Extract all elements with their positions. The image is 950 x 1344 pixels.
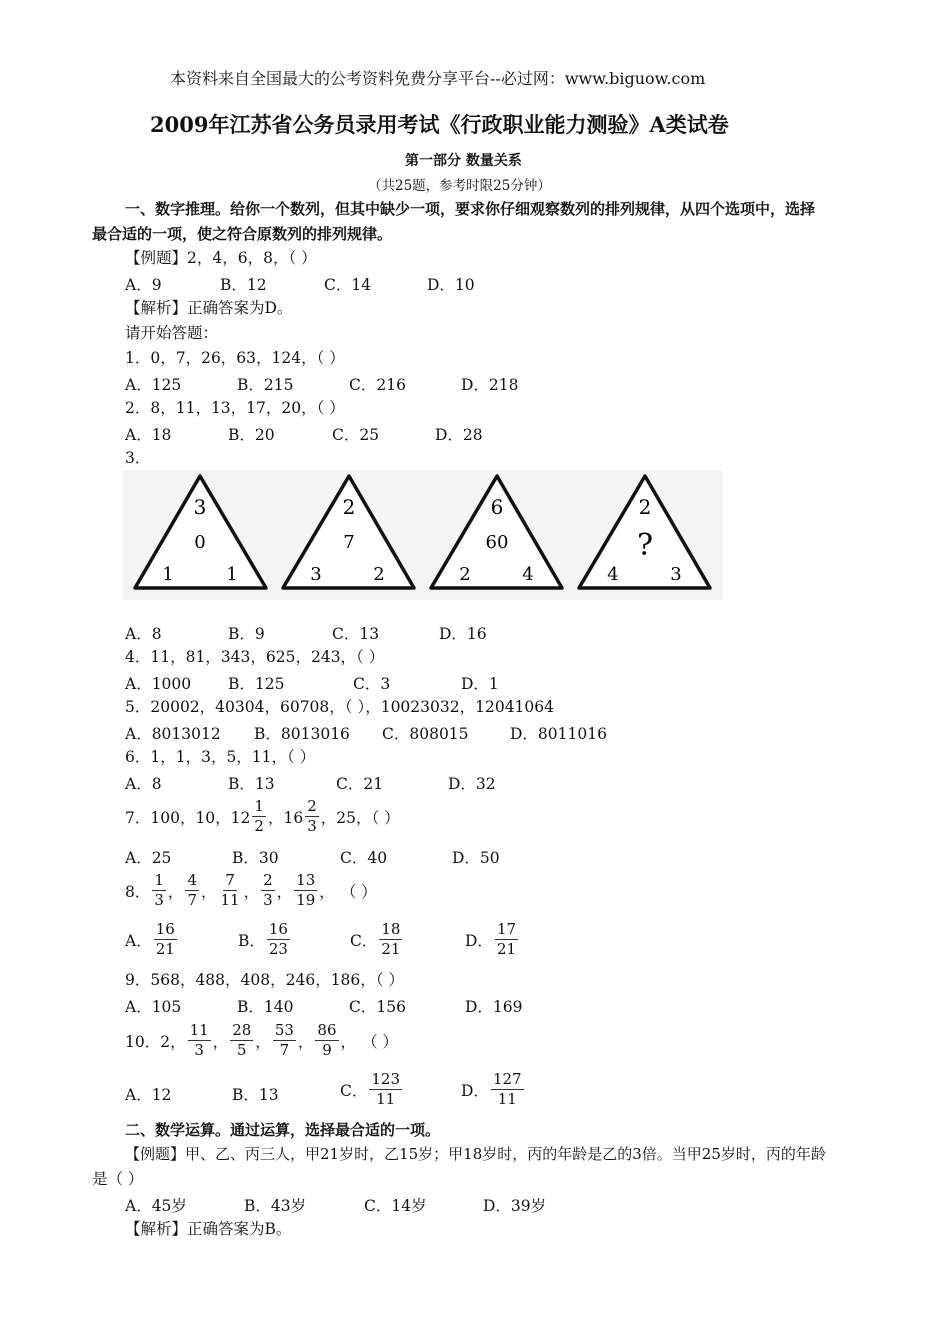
numerator: 18 bbox=[381, 920, 401, 938]
triangle-4-right: 3 bbox=[670, 564, 682, 585]
option-b: B．12 bbox=[220, 276, 267, 294]
triangle-2-left: 3 bbox=[310, 564, 322, 585]
fraction bbox=[185, 872, 199, 909]
fraction bbox=[495, 921, 518, 958]
numerator: 28 bbox=[232, 1021, 252, 1039]
page-title: 2009年江苏省公务员录用考试《行政职业能力测验》A类试卷 bbox=[150, 112, 729, 137]
option-b: B．125 bbox=[228, 675, 285, 693]
fraction bbox=[491, 1071, 524, 1108]
fraction bbox=[252, 798, 266, 835]
option-d: D．8011016 bbox=[510, 725, 607, 743]
numerator: 13 bbox=[296, 871, 316, 889]
question-10 bbox=[125, 1022, 398, 1059]
fraction bbox=[152, 872, 166, 909]
question-2: 2．8，11，13，17，20，（ ） bbox=[125, 399, 345, 417]
option-a: A．1000 bbox=[125, 675, 192, 693]
option-c bbox=[350, 921, 404, 958]
option-b: B．30 bbox=[232, 849, 279, 867]
section2-analysis: 【解析】正确答案为B。 bbox=[125, 1220, 292, 1238]
option-c: C．13 bbox=[332, 625, 380, 643]
separator: ， bbox=[243, 882, 260, 901]
part-heading: 第一部分 数量关系 bbox=[405, 153, 522, 169]
q8-suffix: （ ） bbox=[340, 882, 377, 901]
triangle-2-top: 2 bbox=[342, 495, 356, 519]
denominator: 7 bbox=[187, 891, 197, 909]
option-d: D．16 bbox=[439, 625, 487, 643]
q7-prefix: 7．100，10，12 bbox=[125, 808, 251, 827]
option-d bbox=[465, 921, 520, 958]
fraction bbox=[154, 921, 177, 958]
section2-example: 【例题】甲、乙、丙三人，甲21岁时，乙15岁；甲18岁时，丙的年龄是乙的3倍。当甲25岁时，丙的年龄 bbox=[125, 1145, 826, 1163]
option-a: A．105 bbox=[125, 998, 182, 1016]
question-6: 6．1，1，3，5，11，（ ） bbox=[125, 748, 316, 766]
option-d bbox=[461, 1071, 526, 1108]
start-prompt: 请开始答题： bbox=[125, 324, 219, 342]
option-a: A．45岁 bbox=[125, 1197, 187, 1215]
triangle-figure bbox=[123, 470, 723, 600]
section1-instruction-cont: 最合适的一项，使之符合原数列的排列规律。 bbox=[92, 225, 393, 243]
source-header: 本资料来自全国最大的公考资料免费分享平台--必过网：www.biguow.com bbox=[170, 69, 706, 88]
option-d: D．1 bbox=[461, 675, 499, 693]
question-5: 5．20002，40304，60708，（ ），10023032，12041064 bbox=[125, 698, 554, 716]
option-b: B．43岁 bbox=[244, 1197, 307, 1215]
numerator: 1 bbox=[254, 797, 264, 815]
triangle-4-center: ? bbox=[636, 528, 654, 563]
numerator: 86 bbox=[317, 1021, 337, 1039]
option-a: A．125 bbox=[125, 376, 182, 394]
triangle-1-right: 1 bbox=[226, 564, 238, 585]
separator: ， bbox=[200, 882, 217, 901]
numerator: 17 bbox=[496, 920, 517, 938]
option-c: C．156 bbox=[349, 998, 406, 1016]
option-a bbox=[125, 921, 179, 958]
separator: ， bbox=[297, 1032, 314, 1051]
example-question: 【例题】2，4，6，8，（ ） bbox=[125, 249, 317, 267]
section2-example-cont: 是（ ） bbox=[92, 1170, 144, 1188]
question-7 bbox=[125, 798, 400, 835]
option-b: B．13 bbox=[228, 775, 275, 793]
option-d: D．50 bbox=[452, 849, 500, 867]
separator: ， bbox=[319, 882, 335, 901]
fraction bbox=[188, 1022, 211, 1059]
denominator: 11 bbox=[376, 1090, 396, 1108]
fraction bbox=[219, 872, 242, 909]
denominator: 9 bbox=[322, 1041, 332, 1059]
option-c: C．21 bbox=[336, 775, 384, 793]
section2-instruction: 二、数学运算。通过运算，选择最合适的一项。 bbox=[125, 1121, 441, 1139]
numerator: 123 bbox=[371, 1070, 401, 1088]
q7-mid: ，16 bbox=[267, 808, 304, 827]
fraction bbox=[379, 921, 402, 958]
option-a: A．9 bbox=[125, 276, 162, 294]
triangle-3-left: 2 bbox=[459, 564, 471, 585]
denominator: 23 bbox=[268, 940, 288, 958]
q10-suffix: （ ） bbox=[362, 1032, 398, 1051]
fraction bbox=[267, 921, 290, 958]
option-b: B．20 bbox=[228, 426, 275, 444]
option-a: A．12 bbox=[125, 1086, 172, 1104]
option-c: C．25 bbox=[332, 426, 380, 444]
option-d: D．32 bbox=[448, 775, 496, 793]
section1-instruction: 一、数字推理。给你一个数列，但其中缺少一项，要求你仔细观察数列的排列规律，从四个选项中，选择 bbox=[125, 200, 816, 218]
option-d: D．169 bbox=[465, 998, 523, 1016]
denominator: 3 bbox=[263, 891, 273, 909]
fraction bbox=[305, 798, 319, 835]
question-4: 4．11，81，343，625，243，（ ） bbox=[125, 648, 385, 666]
fraction bbox=[230, 1022, 253, 1059]
denominator: 3 bbox=[154, 891, 164, 909]
denominator: 21 bbox=[381, 940, 401, 958]
separator: ， bbox=[340, 1032, 357, 1051]
triangle-3-center: 60 bbox=[485, 532, 509, 553]
option-label: D． bbox=[465, 931, 493, 950]
option-a: A．18 bbox=[125, 426, 172, 444]
question-1: 1．0，7，26，63，124，（ ） bbox=[125, 349, 345, 367]
triangle-2-right: 2 bbox=[373, 564, 385, 585]
option-d: D．39岁 bbox=[483, 1197, 547, 1215]
denominator: 2 bbox=[254, 817, 264, 835]
option-a: A．8013012 bbox=[125, 725, 221, 743]
numerator: 2 bbox=[307, 797, 317, 815]
option-c: C．808015 bbox=[382, 725, 469, 743]
denominator: 11 bbox=[497, 1090, 517, 1108]
option-a: A．8 bbox=[125, 775, 162, 793]
separator: ， bbox=[276, 882, 293, 901]
numerator: 7 bbox=[225, 871, 235, 889]
option-label: C． bbox=[340, 1081, 368, 1100]
option-c: C．216 bbox=[349, 376, 406, 394]
option-c: C．3 bbox=[353, 675, 391, 693]
option-d: D．218 bbox=[461, 376, 519, 394]
option-b: B．8013016 bbox=[254, 725, 350, 743]
option-label: A． bbox=[125, 931, 152, 950]
triangle-4-left: 4 bbox=[607, 564, 619, 585]
option-a: A．25 bbox=[125, 849, 172, 867]
fraction bbox=[261, 872, 275, 909]
numerator: 16 bbox=[155, 920, 175, 938]
fraction bbox=[369, 1071, 402, 1108]
q10-prefix: 10．2， bbox=[125, 1032, 186, 1051]
option-label: B． bbox=[238, 931, 265, 950]
denominator: 21 bbox=[155, 940, 175, 958]
option-c: C．14 bbox=[324, 276, 372, 294]
option-label: C． bbox=[350, 931, 378, 950]
fraction bbox=[294, 872, 317, 909]
option-b: B．9 bbox=[228, 625, 265, 643]
example-analysis: 【解析】正确答案为D。 bbox=[125, 299, 293, 317]
separator: ， bbox=[212, 1032, 229, 1051]
denominator: 19 bbox=[296, 891, 316, 909]
triangle-2-center: 7 bbox=[343, 532, 355, 553]
triangle-1-left: 1 bbox=[162, 564, 174, 585]
numerator: 127 bbox=[492, 1070, 522, 1088]
separator: ， bbox=[255, 1032, 271, 1051]
q8-prefix: 8． bbox=[125, 882, 151, 901]
fraction bbox=[315, 1022, 338, 1059]
numerator: 2 bbox=[263, 871, 273, 889]
triangle-1-center: 0 bbox=[194, 532, 206, 553]
numerator: 1 bbox=[154, 871, 164, 889]
denominator: 11 bbox=[220, 891, 240, 909]
option-d: D．28 bbox=[435, 426, 483, 444]
triangle-3-top: 6 bbox=[490, 495, 504, 519]
separator: ， bbox=[167, 882, 184, 901]
numerator: 4 bbox=[187, 871, 197, 889]
option-d: D．10 bbox=[427, 276, 475, 294]
denominator: 21 bbox=[496, 940, 517, 958]
triangle-4-top: 2 bbox=[638, 495, 652, 519]
q7-suffix: ，25，（ ） bbox=[320, 808, 400, 827]
option-a: A．8 bbox=[125, 625, 162, 643]
question-8 bbox=[125, 872, 377, 909]
option-b: B．215 bbox=[237, 376, 294, 394]
option-c: C．40 bbox=[340, 849, 388, 867]
option-c bbox=[340, 1071, 404, 1108]
option-label: D． bbox=[461, 1081, 489, 1100]
fraction bbox=[273, 1022, 296, 1059]
denominator: 3 bbox=[307, 817, 317, 835]
triangle-1-top: 3 bbox=[193, 495, 207, 519]
triangle-3-right: 4 bbox=[522, 564, 534, 585]
option-b bbox=[238, 921, 292, 958]
numerator: 11 bbox=[189, 1021, 209, 1039]
option-c: C．14岁 bbox=[364, 1197, 427, 1215]
numerator: 16 bbox=[268, 920, 288, 938]
option-b: B．140 bbox=[237, 998, 294, 1016]
question-3: 3． bbox=[125, 449, 151, 467]
numerator: 53 bbox=[274, 1021, 294, 1039]
question-9: 9．568，488，408，246，186，（ ） bbox=[125, 971, 404, 989]
option-b: B．13 bbox=[232, 1086, 279, 1104]
denominator: 7 bbox=[279, 1041, 290, 1059]
part-note: （共25题，参考时限25分钟） bbox=[368, 178, 551, 194]
denominator: 5 bbox=[236, 1041, 247, 1059]
denominator: 3 bbox=[194, 1041, 204, 1059]
